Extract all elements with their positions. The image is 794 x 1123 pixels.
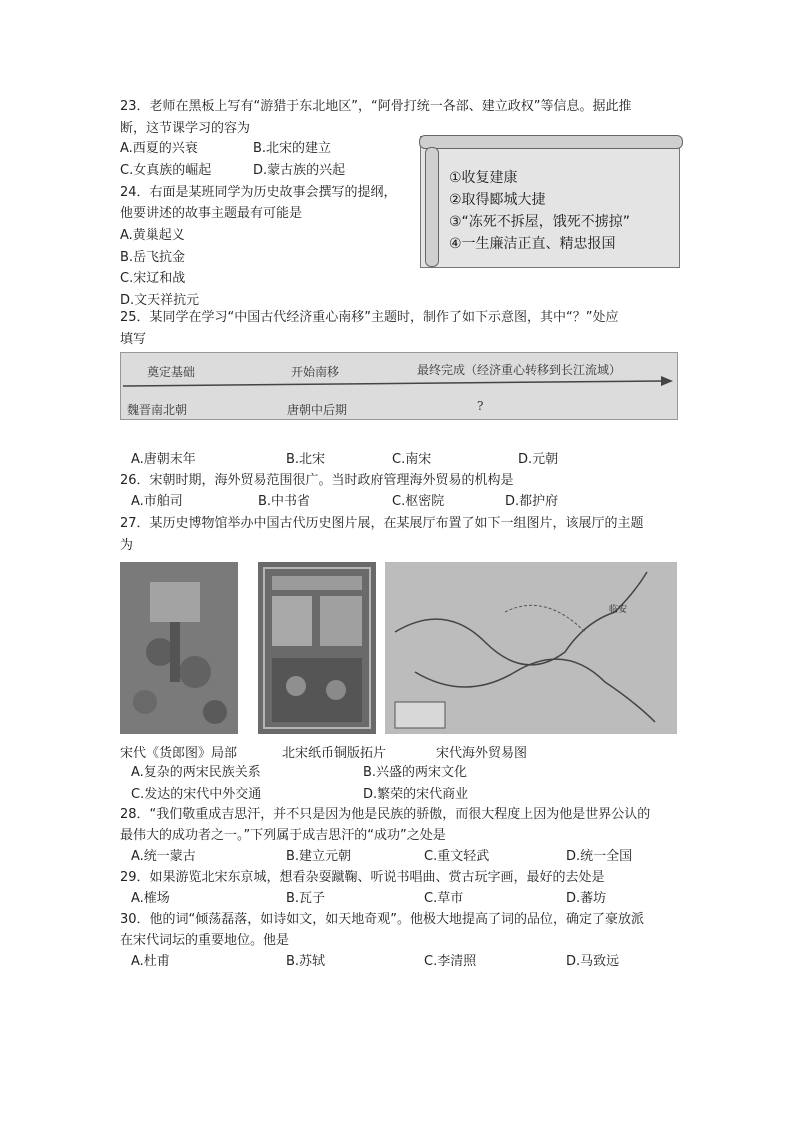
period-label-1: 魏晋南北朝	[127, 403, 188, 417]
q30-option-d[interactable]: D.马致远	[566, 954, 620, 969]
q30-option-a[interactable]: A.杜甫	[131, 954, 170, 969]
banknote-plate-icon	[258, 562, 376, 734]
economic-shift-diagram	[120, 352, 678, 420]
outline-item-4: ④一生廉洁正直、精忠报国	[449, 236, 616, 252]
stage-label-1: 奠定基础	[147, 365, 196, 379]
q23-option-d[interactable]: D.蒙古族的兴起	[253, 163, 346, 178]
peddler-painting-image	[120, 562, 238, 734]
q24-stem-line1: 24．右面是某班同学为历史故事会撰写的提纲，	[120, 185, 397, 200]
q27-option-d[interactable]: D.繁荣的宋代商业	[363, 787, 469, 802]
q26-stem-line1: 26．宋朝时期，海外贸易范围很广。当时政府管理海外贸易的机构是	[120, 473, 514, 488]
stage-label-2: 开始南移	[291, 365, 340, 379]
scroll-left-roll	[425, 147, 439, 267]
q30-option-c[interactable]: C.李清照	[424, 954, 477, 969]
trade-routes-map-icon	[385, 562, 677, 734]
period-label-2: 唐朝中后期	[287, 403, 348, 417]
q26-option-a[interactable]: A.市舶司	[131, 494, 183, 509]
q23-option-b[interactable]: B.北宋的建立	[253, 141, 332, 156]
period-label-3: ?	[477, 399, 484, 413]
q24-option-b[interactable]: B.岳飞抗金	[120, 250, 186, 265]
q30-stem-line2: 在宋代词坛的重要地位。他是	[120, 933, 290, 948]
q29-option-b[interactable]: B.瓦子	[286, 891, 326, 906]
scroll-top-roll	[419, 135, 683, 149]
caption-peddler-painting: 宋代《货郎图》局部	[120, 746, 238, 761]
q27-option-c[interactable]: C.发达的宋代中外交通	[131, 787, 262, 802]
q25-stem-line1: 25．某同学在学习“中国古代经济重心南移”主题时，制作了如下示意图，其中“？”处应	[120, 310, 619, 325]
caption-paper-money: 北宋纸币铜版拓片	[282, 746, 387, 761]
q28-option-d[interactable]: D.统一全国	[566, 849, 633, 864]
q27-stem-line2: 为	[120, 538, 134, 553]
q26-option-b[interactable]: B.中书省	[258, 494, 311, 509]
q28-option-c[interactable]: C.重文轻武	[424, 849, 490, 864]
outline-item-1: ①收复建康	[449, 170, 518, 186]
q25-option-b[interactable]: B.北宋	[286, 452, 326, 467]
q30-stem-line1: 30．他的词“倾荡磊落，如诗如文，如天地奇观”。他极大地提高了词的品位，确定了豪放派	[120, 912, 645, 927]
q28-option-b[interactable]: B.建立元朝	[286, 849, 352, 864]
q26-option-d[interactable]: D.都护府	[505, 494, 559, 509]
caption-trade-map: 宋代海外贸易图	[436, 746, 528, 761]
q26-option-c[interactable]: C.枢密院	[392, 494, 445, 509]
outline-item-3: ③“冻死不拆屋，饿死不掳掠”	[449, 214, 631, 230]
q27-stem-line1: 27．某历史博物馆举办中国古代历史图片展，在某展厅布置了如下一组图片，该展厅的主题	[120, 516, 644, 531]
stage-label-3: 最终完成（经济重心转移到长江流域）	[417, 363, 622, 377]
q29-stem-line1: 29．如果游览北宋东京城，想看杂耍蹴鞠、听说书唱曲、赏古玩字画，最好的去处是	[120, 870, 605, 885]
q25-option-a[interactable]: A.唐朝末年	[131, 452, 196, 467]
q23-option-c[interactable]: C.女真族的崛起	[120, 163, 212, 178]
map-city-label: 临安	[609, 605, 628, 615]
outline-item-2: ②取得郾城大捷	[449, 192, 546, 208]
q29-option-d[interactable]: D.蕃坊	[566, 891, 607, 906]
q27-option-b[interactable]: B.兴盛的两宋文化	[363, 765, 468, 780]
q24-option-d[interactable]: D.文天祥抗元	[120, 293, 200, 308]
q25-stem-line2: 填写	[120, 332, 147, 347]
q24-option-c[interactable]: C.宋辽和战	[120, 271, 186, 286]
q24-option-a[interactable]: A.黄巢起义	[120, 228, 185, 243]
q27-option-a[interactable]: A.复杂的两宋民族关系	[131, 765, 261, 780]
q30-option-b[interactable]: B.苏轼	[286, 954, 326, 969]
q28-stem-line1: 28．“我们敬重成吉思汗，并不只是因为他是民族的骄傲，而很大程度上因为他是世界公认的	[120, 807, 651, 822]
q24-stem-line2: 他要讲述的故事主题最有可能是	[120, 206, 303, 221]
q23-stem-line2: 断，这节课学习的容为	[120, 121, 251, 136]
peddler-figures-icon	[120, 562, 238, 734]
paper-money-rubbing-image	[258, 562, 376, 734]
q29-option-c[interactable]: C.草市	[424, 891, 464, 906]
q25-option-c[interactable]: C.南宋	[392, 452, 432, 467]
q29-option-a[interactable]: A.榷场	[131, 891, 170, 906]
q23-stem-line1: 23．老师在黑板上写有“游猎于东北地区”，“阿骨打统一各部、建立政权”等信息。据此推	[120, 99, 632, 114]
q23-option-a[interactable]: A.西夏的兴衰	[120, 141, 198, 156]
outline-scroll	[420, 136, 680, 268]
maritime-trade-map-image	[385, 562, 677, 734]
q25-option-d[interactable]: D.元朝	[518, 452, 559, 467]
q28-option-a[interactable]: A.统一蒙古	[131, 849, 196, 864]
q28-stem-line2: 最伟大的成功者之一。”下列属于成吉思汗的“成功”之处是	[120, 828, 446, 843]
